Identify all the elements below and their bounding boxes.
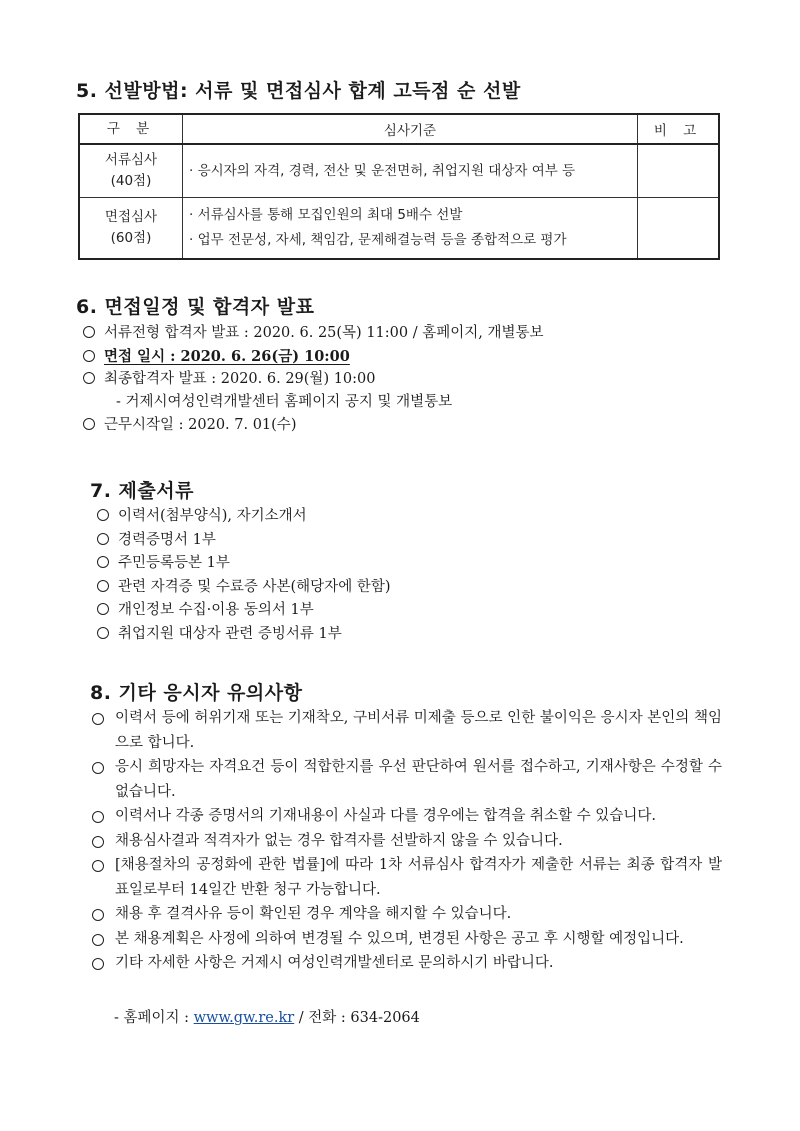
circle-bullet-icon bbox=[83, 372, 95, 384]
header-note: 비 고 bbox=[638, 114, 720, 144]
circle-bullet-icon bbox=[97, 580, 109, 592]
interview-date-text: 면접 일시 : 2020. 6. 26(금) 10:00 bbox=[104, 348, 350, 365]
row-note-cell bbox=[638, 198, 720, 260]
circle-bullet-icon bbox=[97, 533, 109, 545]
schedule-list bbox=[83, 322, 544, 437]
list-item: 근무시작일 : 2020. 7. 01(수) bbox=[83, 414, 544, 437]
list-item: 개인정보 수집·이용 동의서 1부 bbox=[97, 599, 390, 623]
row-category-cell bbox=[79, 144, 183, 198]
row-category: 서류심사 bbox=[104, 152, 158, 168]
list-item: 본 채용계획은 사정에 의하여 변경될 수 있으며, 변경된 사항은 공고 후 시행할 예정입니다. bbox=[92, 927, 722, 952]
selection-criteria-table bbox=[78, 113, 720, 260]
row-score: (60점) bbox=[110, 230, 152, 246]
row-criteria-cell bbox=[183, 198, 638, 260]
circle-bullet-icon bbox=[92, 909, 104, 921]
required-documents-list bbox=[97, 505, 390, 646]
header-category: 구 분 bbox=[79, 114, 183, 144]
circle-bullet-icon bbox=[97, 627, 109, 639]
criteria-line: · 업무 전문성, 자세, 책임감, 문제해결능력 등을 종합적으로 평가 bbox=[189, 232, 567, 248]
table-header-row bbox=[79, 114, 719, 144]
circle-bullet-icon bbox=[97, 603, 109, 615]
contact-line bbox=[114, 1006, 420, 1027]
section-7-title: 7. 제출서류 bbox=[90, 480, 194, 502]
contact-phone: / 전화 : 634-2064 bbox=[298, 1010, 420, 1026]
list-item: 채용심사결과 적격자가 없는 경우 합격자를 선발하지 않을 수 있습니다. bbox=[92, 829, 722, 854]
circle-bullet-icon bbox=[83, 326, 95, 338]
circle-bullet-icon bbox=[92, 836, 104, 848]
table-row bbox=[79, 144, 719, 198]
header-criteria: 심사기준 bbox=[183, 114, 638, 144]
circle-bullet-icon bbox=[92, 713, 104, 725]
circle-bullet-icon bbox=[92, 958, 104, 970]
circle-bullet-icon bbox=[97, 556, 109, 568]
list-item: 경력증명서 1부 bbox=[97, 529, 390, 553]
homepage-link[interactable]: www.gw.re.kr bbox=[193, 1010, 295, 1026]
list-item: 최종합격자 발표 : 2020. 6. 29(월) 10:00 bbox=[83, 368, 544, 391]
section-8-title: 8. 기타 응시자 유의사항 bbox=[90, 682, 303, 704]
circle-bullet-icon bbox=[97, 509, 109, 521]
list-item: 이력서나 각종 증명서의 기재내용이 사실과 다를 경우에는 합격을 취소할 수 있습니다. bbox=[92, 804, 722, 829]
list-item bbox=[83, 345, 544, 368]
list-item: 이력서 등에 허위기재 또는 기재착오, 구비서류 미제출 등으로 인한 불이익은 응시자 본인의 책임으로 합니다. bbox=[92, 706, 722, 755]
list-item: 취업지원 대상자 관련 증빙서류 1부 bbox=[97, 623, 390, 647]
row-category-cell bbox=[79, 198, 183, 260]
circle-bullet-icon bbox=[92, 811, 104, 823]
row-score: (40점) bbox=[110, 173, 152, 189]
list-item: [채용절차의 공정화에 관한 법률]에 따라 1차 서류심사 합격자가 제출한 서류는 최종 합격자 발표일로부터 14일간 반환 청구 가능합니다. bbox=[92, 853, 722, 902]
list-item: 관련 자격증 및 수료증 사본(해당자에 한함) bbox=[97, 576, 390, 600]
list-item: 채용 후 결격사유 등이 확인된 경우 계약을 해지할 수 있습니다. bbox=[92, 902, 722, 927]
contact-prefix: - 홈페이지 : bbox=[114, 1010, 190, 1026]
list-item: 기타 자세한 사항은 거제시 여성인력개발센터로 문의하시기 바랍니다. bbox=[92, 951, 722, 976]
table-row bbox=[79, 198, 719, 260]
list-item: 서류전형 합격자 발표 : 2020. 6. 25(목) 11:00 / 홈페이지, 개별통보 bbox=[83, 322, 544, 345]
list-item: 주민등록등본 1부 bbox=[97, 552, 390, 576]
row-note-cell bbox=[638, 144, 720, 198]
criteria-line: · 서류심사를 통해 모집인원의 최대 5배수 선발 bbox=[189, 207, 463, 223]
circle-bullet-icon bbox=[83, 350, 95, 362]
row-criteria-cell bbox=[183, 144, 638, 198]
list-item: 이력서(첨부양식), 자기소개서 bbox=[97, 505, 390, 529]
section-6-title: 6. 면접일정 및 합격자 발표 bbox=[76, 296, 315, 318]
criteria-line: · 응시자의 자격, 경력, 전산 및 운전면허, 취업지원 대상자 여부 등 bbox=[189, 162, 576, 179]
circle-bullet-icon bbox=[92, 934, 104, 946]
circle-bullet-icon bbox=[83, 418, 95, 430]
circle-bullet-icon bbox=[92, 860, 104, 872]
notice-list bbox=[92, 706, 722, 976]
section-5-title: 5. 선발방법: 서류 및 면접심사 합계 고득점 순 선발 bbox=[76, 80, 521, 102]
circle-bullet-icon bbox=[92, 762, 104, 774]
list-item: 응시 희망자는 자격요건 등이 적합한지를 우선 판단하여 원서를 접수하고, 기재사항은 수정할 수 없습니다. bbox=[92, 755, 722, 804]
row-category: 면접심사 bbox=[104, 209, 158, 225]
list-subitem: - 거제시여성인력개발센터 홈페이지 공지 및 개별통보 bbox=[116, 394, 453, 410]
